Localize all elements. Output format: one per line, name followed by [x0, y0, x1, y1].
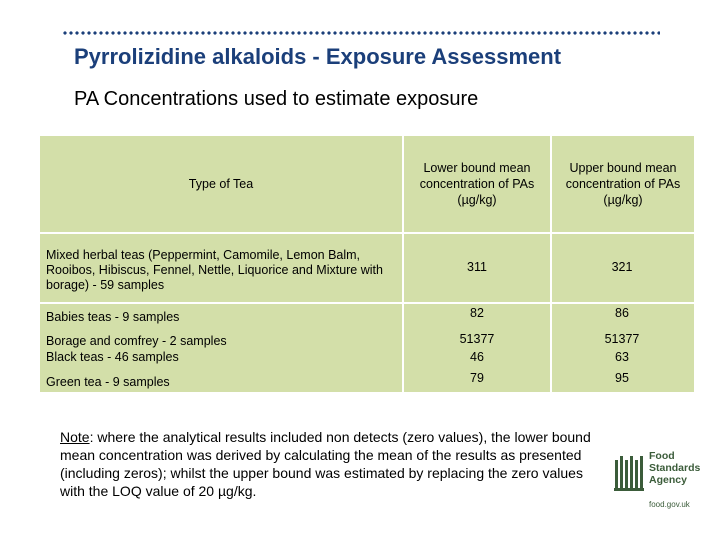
row-lower-green: 79 — [470, 371, 484, 385]
logo-line-agency: Agency — [649, 474, 687, 486]
slide-title: Pyrrolizidine alkaloids - Exposure Assessment — [74, 44, 562, 69]
row-lower-borage: 51377 — [459, 332, 495, 346]
row-lower-black: 46 — [470, 350, 484, 364]
header-type-of-tea: Type of Tea — [188, 177, 254, 191]
logo-url: food.gov.uk — [649, 500, 690, 509]
logo-line-food: Food — [649, 450, 675, 462]
row-upper-green: 95 — [615, 371, 629, 385]
row-upper-babies: 86 — [615, 306, 629, 320]
row-upper-mixed-herbal: 321 — [611, 260, 633, 274]
row-lower-babies: 82 — [470, 306, 484, 320]
note-text: : where the analytical results included non detects (zero values), the lower bound mean concentration was derived by calculating the mean of the results as presented (including zeros); whilst the upper bound was estimated by replacing the zero values with the LOQ value of 20 µg/kg. — [60, 429, 591, 499]
row-upper-black: 63 — [615, 350, 629, 364]
note-label: Note — [60, 429, 90, 445]
note-paragraph — [60, 428, 606, 500]
row-type-borage: Borage and comfrey - 2 samples — [46, 334, 227, 348]
header-upper-bound: Upper bound mean concentration of PAs (µg/kg) — [565, 161, 681, 207]
row-upper-borage: 51377 — [604, 332, 640, 346]
row-divider — [40, 302, 694, 304]
fsa-crest-icon — [614, 452, 646, 496]
slide-subtitle: PA Concentrations used to estimate exposure — [74, 88, 479, 110]
header-lower-bound: Lower bound mean concentration of PAs (µg/kg) — [419, 161, 535, 207]
row-type-green: Green tea - 9 samples — [46, 375, 170, 389]
row-lower-mixed-herbal: 311 — [467, 260, 487, 274]
logo-line-standards: Standards — [649, 462, 701, 474]
row-type-babies: Babies teas - 9 samples — [46, 310, 180, 324]
dotted-rule — [62, 30, 660, 36]
fsa-logo — [614, 448, 704, 518]
row-type-mixed-herbal: Mixed herbal teas (Peppermint, Camomile, Lemon Balm, Rooibos, Hibiscus, Fennel, Nettle, Liquorice and Mixture with borage) - 59 samples — [46, 248, 383, 292]
column-divider — [402, 136, 404, 392]
row-type-black: Black teas - 46 samples — [46, 350, 179, 364]
column-divider — [550, 136, 552, 392]
row-divider — [40, 232, 694, 234]
concentration-table — [40, 136, 694, 392]
